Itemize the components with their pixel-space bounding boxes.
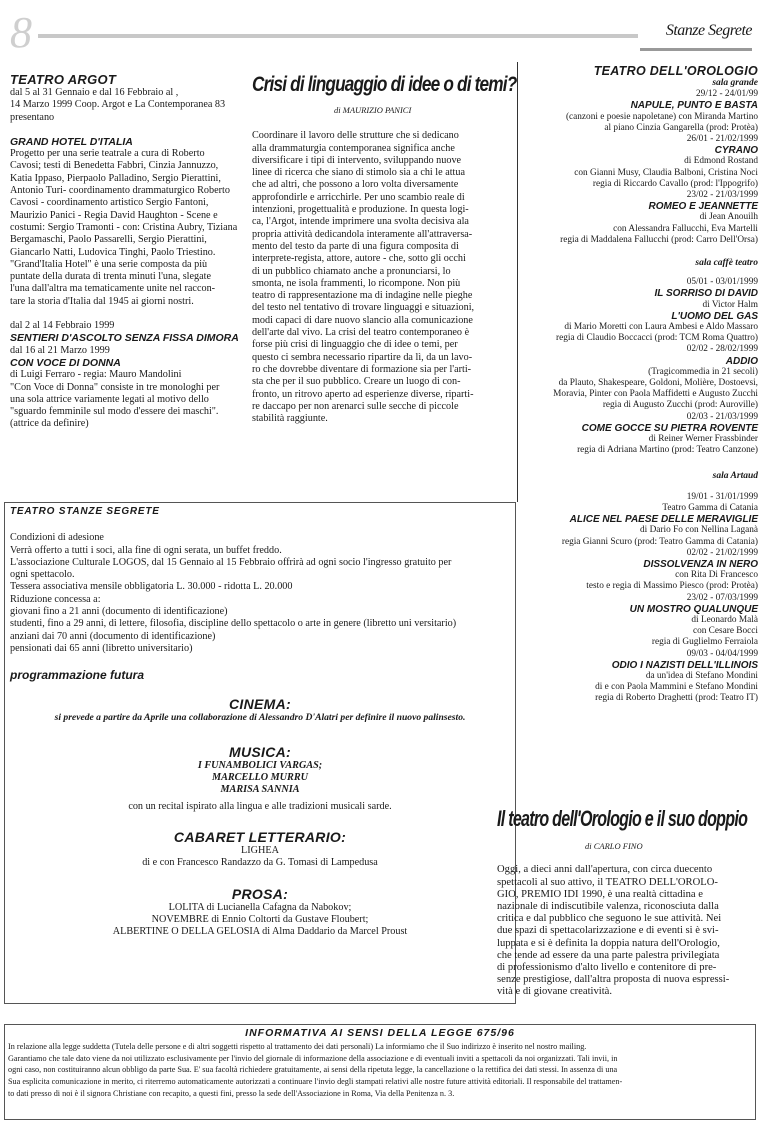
show-credit: con Cesare Bocci	[692, 626, 758, 637]
text-line: ALBERTINE O DELLA GELOSIA di Alma Daddario da Marcel Proust	[112, 926, 408, 938]
text-line: una sola attrice variamente legati al motivo dello	[10, 393, 209, 405]
text-line: nazionale di indiscutibile valenza, riconosciuta dalla	[497, 900, 719, 912]
text-line: In relazione alla legge suddetta (Tutela delle persone e di altri soggetti rispetto al trattamento dei dati personali) La informiamo che il Suo indirizzo è inserito nel nostro mailing.	[8, 1042, 587, 1052]
text-line: sta che per il suo pubblico. Creare un luogo di con-	[252, 376, 461, 388]
show-credit: al piano Cinzia Gangarella (prod: Protèa)	[604, 122, 758, 133]
informativa-section	[8, 1027, 752, 1099]
sala-caffe-list	[522, 277, 758, 456]
text-line: Sua esplicita comunicazione in merito, ci riterremo automaticamente autorizzati a continuare l'invio degli stampati relativi alle nostre future attività editoriali. Il responsabile del trattamen-	[8, 1077, 623, 1087]
show-credit: testo e regia di Massimo Piesco (prod: Protèa)	[586, 581, 758, 592]
show-title: DISSOLVENZA IN NERO	[643, 558, 758, 570]
text-line: Katia Ippaso, Pierpaolo Palladino, Sergio Pierattini,	[10, 172, 221, 184]
show-credit: da un'idea di Stefano Mondini	[645, 670, 758, 681]
show-entry	[522, 344, 758, 411]
show-credit: regia di Guglielmo Ferraiola	[651, 637, 758, 648]
text-line: studenti, fino a 29 anni, di lettere, filosofia, discipline dello spettacolo o arte in genere (libretto uni versitario)	[10, 618, 457, 630]
text-line: I FUNAMBOLICI VARGAS;	[197, 759, 323, 771]
text-line: Giancarlo Natti, Ludovica Tinghi, Paolo Triestino.	[10, 246, 216, 258]
text-line: propria attività dedicandola interamente all'attraversa-	[252, 228, 473, 240]
show-entry	[522, 277, 758, 311]
stanze-section	[10, 506, 510, 939]
text-line: fronto, un ritrovo aperto ad esperienze diverse, riparti-	[252, 388, 474, 400]
show-title: L'UOMO DEL GAS	[671, 310, 758, 322]
show-dates: 02/03 - 21/03/1999	[686, 411, 758, 422]
text-line: costumi: Sergio Tramonti - con: Cristina Aubry, Tiziana	[10, 221, 238, 233]
text-line: di professionismo d'alto livello e contenitore di pre-	[497, 961, 717, 973]
text-line: di un pubblico chiamato anche a pronunciarsi, lo	[252, 265, 451, 277]
text-line: to dati presso di noi è il signora Christiane con recapito, a questi fini, presso la sede dell'Associazione in Roma, Via della Penitenza n. 3.	[8, 1088, 455, 1098]
show-credit: Teatro Gamma di Catania	[662, 502, 758, 513]
stanze-title: TEATRO STANZE SEGRETE	[10, 506, 160, 517]
show-credit: di Leonardo Malà	[691, 614, 758, 625]
text-line: Coordinare il lavoro delle strutture che si dedicano	[252, 130, 459, 142]
text-line: interprete-regista, attore, autore - che, sotto gli occhi	[252, 253, 466, 265]
text-line: LIGHEA	[241, 845, 279, 857]
text-line: re daccapo per non arenarci sulle secche di piccole	[252, 400, 459, 412]
doppio-article	[497, 808, 759, 999]
text-line: stabilità raggiunte.	[252, 413, 328, 425]
text-line: smonta, ne isola frammenti, lo ricompone. Non più	[252, 277, 461, 289]
text-line: l'una dall'altra ma tematicamente unite nel raccon-	[10, 283, 216, 295]
text-line: puntate della durata di trenta minuti l'una, slegate	[10, 271, 211, 283]
show-credit: da Plauto, Shakespeare, Goldoni, Molière, Dostoevsi,	[558, 378, 758, 389]
text-line: ro che dovrebbe diventare di formazione sia per l'arti-	[252, 363, 472, 375]
prosa-items	[10, 902, 510, 939]
show-credit: (Tragicommedia in 21 secoli)	[648, 366, 758, 377]
text-line: Condizioni di adesione	[10, 532, 104, 544]
text-line: "Grand'Italia Hotel" è una serie composta da più	[10, 258, 208, 270]
show-credit: di Reiner Werner Frassbinder	[648, 434, 758, 445]
text-line: che ad altri, che possono a loro volta diversamente	[252, 179, 459, 191]
show-credit: di Edmond Rostand	[684, 156, 758, 167]
column-divider	[517, 62, 518, 502]
text-line: "Con Voce di Donna" consiste in tre monologhi per	[10, 381, 220, 393]
show-entry	[522, 190, 758, 246]
sala-caffe-label: sala caffè teatro	[695, 258, 758, 269]
show-entry	[522, 134, 758, 190]
show-entry	[522, 548, 758, 593]
text-line: forse più crisi di linguaggio che di idee o temi, per	[252, 339, 458, 351]
show-credit: con Rita Di Francesco	[675, 570, 758, 581]
stanze-conditions	[10, 532, 510, 655]
prosa-title: PROSA:	[231, 885, 289, 902]
show-credit: regia di Claudio Boccacci (prod: TCM Roma Quattro)	[556, 333, 758, 344]
argot-show2-title: SENTIERI D'ASCOLTO SENZA FISSA DIMORA	[10, 332, 239, 345]
text-line: anziani dai 70 anni (documento di identificazione)	[10, 630, 216, 642]
text-line: modi capaci di dare nuovo slancio alla comunicazione	[252, 314, 473, 326]
stanze-prog-title: programmazione futura	[10, 668, 145, 683]
text-line: Tessera associativa mensile obbligatoria L. 30.000 - ridotta L. 20.000	[10, 581, 293, 593]
text-line: Antonio Turi- coordinamento drammaturgico Roberto	[10, 185, 230, 197]
cinema-text: si prevede a partire da Aprile una collaborazione di Alessandro D'Alatri per definire il nuovo palinsesto.	[54, 711, 466, 723]
text-line: "sguardo femminile sul modo d'essere dei maschi".	[10, 406, 219, 418]
show-credit: regia di Riccardo Cavallo (prod: l'Ippogrifo)	[592, 178, 758, 189]
show-credit: di Victor Halm	[702, 299, 758, 310]
cinema-title: CINEMA:	[229, 695, 291, 712]
text-line: presentano	[10, 111, 55, 123]
show-entry	[522, 89, 758, 134]
show-credit: di e con Paola Mammini e Stefano Mondini	[595, 682, 758, 693]
doppio-title: Il teatro dell'Orologio e il suo doppio	[497, 806, 748, 831]
show-entry	[522, 412, 758, 457]
text-line: mento del testo da parte di una figura composita di	[252, 240, 459, 252]
show-credit: regia di Augusto Zucchi (prod: Auroville)	[602, 400, 758, 411]
show-credit: regia Gianni Scuro (prod: Teatro Gamma di Catania)	[561, 536, 758, 547]
text-line: giovani fino a 21 anni (documento di identificazione)	[10, 606, 228, 618]
show-credit: regia di Roberto Draghetti (prod: Teatro IT)	[595, 693, 758, 704]
argot-show1-title: GRAND HOTEL D'ITALIA	[10, 135, 133, 148]
show-title: ODIO I NAZISTI DELL'ILLINOIS	[611, 659, 758, 671]
text-line: pensionati dai 65 anni (libretto universitario)	[10, 642, 193, 654]
text-line: Cavosi; testi di Benedetta Fabbri, Cinzia Jannuzzo,	[10, 160, 219, 172]
show-dates: 09/03 - 04/04/1999	[686, 648, 758, 659]
show-dates: 05/01 - 03/01/1999	[686, 277, 758, 288]
text-line: spettacoli al suo attivo, il TEATRO DELL'OROLO-	[497, 876, 718, 888]
text-line: 14 Marzo 1999 Coop. Argot e La Contemporanea 83	[10, 99, 226, 111]
musica-text: con un recital ispirato alla lingua e alle tradizioni musicali sarde.	[128, 800, 392, 812]
argot-show3-dates: dal 16 al 21 Marzo 1999	[10, 344, 110, 356]
text-line: di Luigi Ferraro - regia: Mauro Mandolini	[10, 369, 182, 381]
show-title: CYRANO	[714, 145, 758, 157]
text-line: teatro di rappresentazione ma di indagine nelle pieghe	[252, 290, 473, 302]
text-line: tare la storia d'Italia dal 1945 ai giorni nostri.	[10, 295, 194, 307]
header-rule	[38, 34, 638, 38]
show-dates: 02/02 - 21/02/1999	[686, 547, 758, 558]
orologio-section	[522, 64, 758, 705]
sala-artaud-label: sala Artaud	[712, 470, 758, 481]
crisi-title: Crisi di linguaggio di idee o di temi?	[252, 73, 517, 96]
informativa-title: INFORMATIVA AI SENSI DELLA LEGGE 675/96	[245, 1027, 515, 1039]
cabaret-title: CABARET LETTERARIO:	[173, 829, 347, 846]
musica-title: MUSICA:	[229, 743, 291, 760]
cabaret-items	[10, 845, 510, 870]
argot-show2-dates: dal 2 al 14 Febbraio 1999	[10, 320, 115, 332]
show-credit: di Mario Moretti con Laura Ambesi e Aldo Massaro	[564, 322, 758, 333]
show-dates: 23/02 - 21/03/1999	[686, 190, 758, 201]
text-line: diversificare i tipi di intervento, sviluppando nuove	[252, 154, 462, 166]
show-credit: regia di Maddalena Fallucchi (prod: Carro Dell'Orsa)	[560, 234, 758, 245]
text-line: dal 5 al 31 Gennaio e dal 16 Febbraio al ,	[10, 87, 179, 98]
text-line: senze prestigiose, dall'altra proposta di nuova espressi-	[497, 974, 730, 986]
text-line: Riduzione concessa a:	[10, 593, 101, 605]
show-dates: 26/01 - 21/02/1999	[686, 134, 758, 145]
text-line: LOLITA di Lucianella Cafagna da Nabokov;	[168, 901, 352, 913]
text-line: del testo nel tentativo di trovare linguaggi e situazioni,	[252, 302, 475, 314]
text-line: GIO, PREMIO IDI 1990, è una realtà cittadina e	[497, 888, 703, 900]
text-line: dell'arte dal vivo. La crisi del teatro contemporaneo è	[252, 327, 470, 339]
sala-artaud-list	[522, 492, 758, 705]
show-dates: 29/12 - 24/01/99	[696, 89, 758, 100]
text-line: vità e di giovane creatività.	[497, 986, 613, 998]
text-line: Bergamaschi, Paolo Passarelli, Sergio Pierattini,	[10, 234, 207, 246]
argot-show3-body	[10, 369, 246, 430]
text-line: MARCELLO MURRU	[212, 772, 308, 784]
show-dates: 02/02 - 28/02/1999	[686, 344, 758, 355]
text-line: intenzioni, progettualità e produzione. In questa logi-	[252, 204, 469, 216]
text-line: questo ci sembra necessario ripartire da lì, da un lavo-	[252, 351, 473, 363]
crisi-body	[252, 130, 514, 425]
musica-items	[10, 760, 510, 797]
argot-section	[10, 72, 246, 431]
page-number: 8	[10, 8, 32, 57]
text-line: alla drammaturgia contemporanea significa anche	[252, 142, 455, 154]
show-title: ALICE NEL PAESE DELLE MERAVIGLIE	[569, 514, 758, 526]
show-dates: 19/01 - 31/01/1999	[686, 491, 758, 502]
text-line: che tende ad essere da una parte palestra privilegiata	[497, 949, 720, 961]
text-line: Cavosi - coordinamento artistico Sergio Fantoni,	[10, 197, 209, 209]
argot-title: TEATRO ARGOT	[10, 72, 117, 87]
show-credit: con Gianni Musy, Claudia Balboni, Cristina Noci	[574, 167, 758, 178]
show-entry	[522, 492, 758, 514]
text-line: ogni spettacolo.	[10, 569, 75, 581]
text-line: NOVEMBRE di Ennio Coltorti da Gustave Floubert;	[151, 913, 369, 925]
text-line: (attrice da definire)	[10, 418, 89, 430]
show-entry	[522, 311, 758, 345]
text-line: linee di ricerca che siano di stimolo sia a chi le attua	[252, 167, 466, 179]
crisi-article	[252, 73, 517, 425]
text-line: Oggi, a dieci anni dall'apertura, con circa duecento	[497, 864, 713, 876]
sala-grande-list	[522, 89, 758, 246]
text-line: critica e dal pubblico che seguono le sue attività. Nei	[497, 913, 722, 925]
orologio-title: TEATRO DELL'OROLOGIO	[593, 64, 758, 78]
show-title: IL SORRISO DI DAVID	[654, 288, 758, 300]
show-title: ROMEO E JEANNETTE	[648, 201, 758, 213]
sala-grande-label: sala grande	[712, 78, 758, 88]
text-line: Garantiamo che tale dato viene da noi utilizzato esclusivamente per l'invio del giornale di informazione della associazione e di eventuali inviti a spettacoli da noi organizzati. Tali invii, in	[8, 1053, 618, 1063]
text-line: Maurizio Panici - Regia David Haughton - Scene e	[10, 209, 218, 221]
doppio-byline: di CARLO FINO	[585, 841, 643, 851]
text-line: luppata e si è definita la doppia natura dell'Orologio,	[497, 937, 720, 949]
text-line: Verrà offerto a tutti i soci, alla fine di ogni serata, un buffet freddo.	[10, 544, 282, 556]
show-title: UN MOSTRO QUALUNQUE	[629, 603, 758, 615]
crisi-byline: di MAURIZIO PANICI	[334, 105, 412, 115]
show-title: ADDIO	[725, 355, 758, 367]
show-credit: regia di Adriana Martino (prod: Teatro Canzone)	[577, 445, 758, 456]
text-line: MARISA SANNIA	[220, 784, 300, 796]
text-line: approfondirle e arricchirle. Per uno scambio reale di	[252, 191, 465, 203]
show-title: COME GOCCE SU PIETRA ROVENTE	[581, 422, 758, 434]
show-credit: (canzoni e poesie napoletane) con Miranda Martino	[565, 111, 758, 122]
text-line: Progetto per una serie teatrale a cura di Roberto	[10, 148, 205, 160]
masthead-logo: Stanze Segrete	[640, 18, 752, 51]
argot-show1-body	[10, 148, 246, 308]
text-line: due spazi di spettacolarizzazione e di eventi si è svi-	[497, 925, 719, 937]
text-line: L'associazione Culturale LOGOS, dal 15 Gennaio al 15 Febbraio offrirà ad ogni socio l'ingresso gratuito per	[10, 556, 452, 568]
show-entry	[522, 649, 758, 705]
show-credit: Moravia, Pinter con Paola Maffidetti e Augusto Zucchi	[553, 389, 758, 400]
doppio-body	[497, 864, 759, 998]
show-title: NAPULE, PUNTO E BASTA	[630, 100, 758, 112]
show-credit: di Dario Fo con Nellina Laganà	[640, 525, 758, 536]
argot-show3-title: CON VOCE DI DONNA	[10, 356, 121, 369]
show-dates: 23/02 - 07/03/1999	[686, 592, 758, 603]
text-line: ca, l'Argot, intende imprimere una svolta decisiva ala	[252, 216, 469, 228]
show-entry	[522, 593, 758, 649]
argot-intro	[10, 87, 246, 124]
show-credit: di Jean Anouilh	[699, 212, 758, 223]
text-line: ogni caso, non costituiranno alcun obbligo da parte Sua. E' sua facoltà richiedere gratuitamente, ai sensi della ripetuta legge, la cancellazione o la rettifica dei dati stessi. In assenza di una	[8, 1065, 618, 1075]
informativa-text	[8, 1041, 752, 1099]
show-credit: con Alessandra Fallucchi, Eva Martelli	[613, 223, 758, 234]
text-line: di e con Francesco Randazzo da G. Tomasi di Lampedusa	[142, 857, 378, 869]
show-entry	[522, 514, 758, 548]
